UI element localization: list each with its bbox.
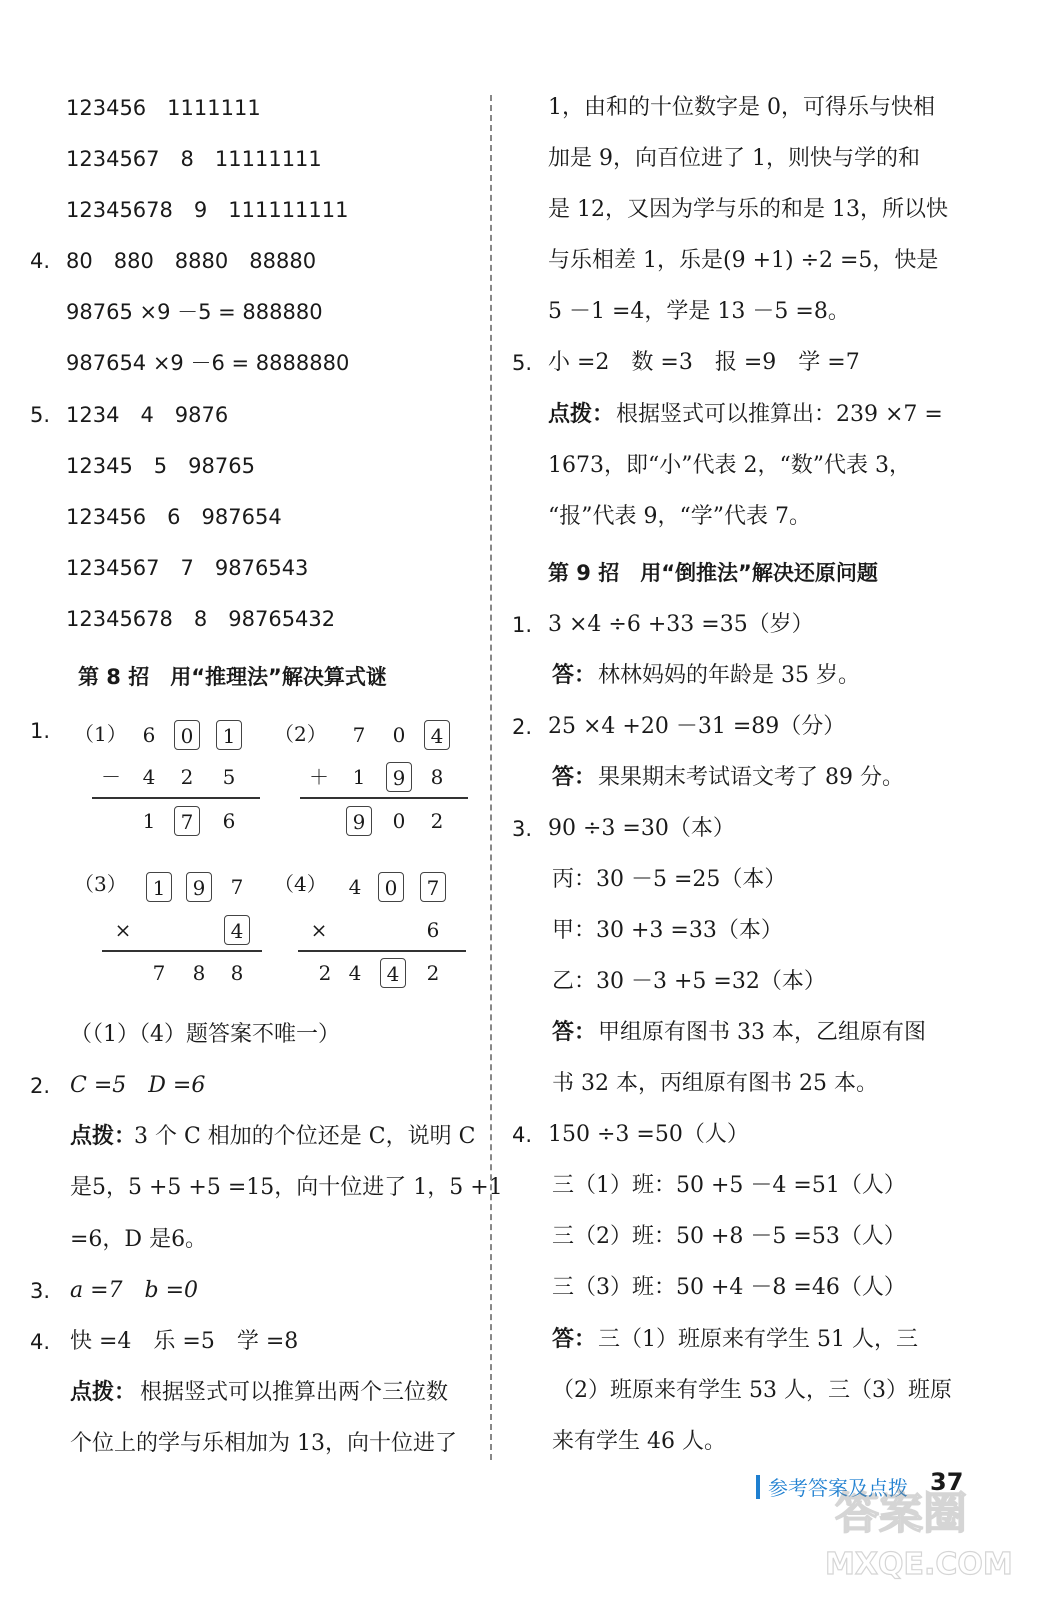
answer-line: 丙：30 －5 =25（本） <box>552 867 787 892</box>
answer-line: 3 ×4 ÷6 +33 =35（岁） <box>548 612 814 637</box>
answer-line: C =5 D =6 <box>70 1073 206 1098</box>
seq-line-3: 12345678 9 111111111 <box>66 198 349 222</box>
digit: 7 <box>352 723 366 747</box>
answer-box: 1 <box>216 720 242 750</box>
tip-text: 1，由和的十位数字是 0，可得乐与快相 <box>548 95 935 120</box>
seq-line-2: 1234567 8 11111111 <box>66 147 322 171</box>
answer-box: 4 <box>380 958 406 988</box>
answer-box: 9 <box>346 806 372 836</box>
sum-line <box>300 797 468 799</box>
answer-line: 12345 5 98765 <box>66 454 255 478</box>
answer-line: 123456 6 987654 <box>66 505 282 529</box>
answer-line: 150 ÷3 =50（人） <box>548 1122 749 1147</box>
digit: 7 <box>152 961 166 985</box>
digit: 2 <box>318 961 332 985</box>
digit: 8 <box>192 961 206 985</box>
answer-label: 答： <box>552 1020 597 1045</box>
answer-label: 答： <box>552 663 597 688</box>
tip-label: 点拨： <box>70 1124 137 1149</box>
note: （（1）（4）题答案不唯一） <box>70 1022 340 1047</box>
question-number: 4. <box>30 1330 51 1354</box>
digit: 7 <box>230 875 244 899</box>
answer-box: 4 <box>224 915 250 945</box>
answer-text: 三（1）班原来有学生 51 人，三 <box>598 1327 918 1352</box>
tip-text: 与乐相差 1，乐是(9 +1) ÷2 =5，快是 <box>548 248 939 273</box>
sum-line <box>92 797 260 799</box>
answer-box: 7 <box>174 806 200 836</box>
digit: 8 <box>430 765 444 789</box>
digit: 1 <box>142 809 156 833</box>
answer-line: 987654 ×9 －6 = 8888880 <box>66 351 350 375</box>
digit: 4 <box>348 875 362 899</box>
question-number: 4. <box>30 249 51 273</box>
digit: 2 <box>430 809 444 833</box>
tip-text: =6，D 是6。 <box>70 1227 208 1252</box>
tip-label: 点拨： <box>548 402 615 427</box>
answer-box: 7 <box>420 872 446 902</box>
operator: ＋ <box>309 765 329 789</box>
answer-box: 9 <box>386 762 412 792</box>
digit: 6 <box>222 809 236 833</box>
puzzle-label: （2） <box>274 722 327 746</box>
section-heading-8: 第 8 招 用“推理法”解决算式谜 <box>78 665 387 689</box>
answer-line: 三（2）班：50 +8 －5 =53（人） <box>552 1224 906 1249</box>
answer-text: 来有学生 46 人。 <box>552 1429 726 1454</box>
question-number: 3. <box>30 1279 51 1303</box>
product-line <box>298 950 466 952</box>
page-number: 37 <box>930 1468 964 1496</box>
answer-line: 三（1）班：50 +5 －4 =51（人） <box>552 1173 906 1198</box>
digit: 8 <box>230 961 244 985</box>
digit: 1 <box>352 765 366 789</box>
digit: 2 <box>180 765 194 789</box>
question-number: 5. <box>30 403 51 427</box>
footer-section-title: 参考答案及点拨 <box>768 1476 908 1500</box>
tip-text: 个位上的学与乐相加为 13，向十位进了 <box>70 1431 457 1456</box>
watermark-url: MXQE.COM <box>825 1547 1013 1582</box>
tip-text: 是5，5 +5 +5 =15，向十位进了 1，5 +1 <box>70 1175 503 1200</box>
puzzle-label: （1） <box>74 722 127 746</box>
tip-text: 是 12，又因为学与乐的和是 13，所以快 <box>548 197 948 222</box>
tip-text: 1673，即“小”代表 2，“数”代表 3， <box>548 453 911 478</box>
question-number: 5. <box>512 351 533 375</box>
answer-line: 12345678 8 98765432 <box>66 607 336 631</box>
answer-box: 1 <box>146 872 172 902</box>
answer-line: 98765 ×9 －5 = 888880 <box>66 300 323 324</box>
digit: 6 <box>142 723 156 747</box>
answer-text: 果果期末考试语文考了 89 分。 <box>598 765 904 790</box>
answer-box: 4 <box>424 720 450 750</box>
question-number: 2. <box>512 715 533 739</box>
footer-accent-bar <box>756 1475 760 1499</box>
question-number: 1. <box>512 613 533 637</box>
answer-line: 快 =4 乐 =5 学 =8 <box>70 1329 299 1354</box>
digit: 4 <box>142 765 156 789</box>
question-number: 3. <box>512 817 533 841</box>
digit: 4 <box>348 961 362 985</box>
question-number: 4. <box>512 1123 533 1147</box>
answer-line: a =7 b =0 <box>70 1278 199 1303</box>
tip-text: 根据竖式可以推算出：239 ×7 = <box>616 402 943 427</box>
answer-label: 答： <box>552 1327 597 1352</box>
answer-text: 书 32 本，丙组原有图书 25 本。 <box>552 1071 878 1096</box>
question-number: 1. <box>30 719 51 743</box>
tip-text: “报”代表 9，“学”代表 7。 <box>548 504 811 529</box>
puzzle-label: （3） <box>74 872 127 896</box>
answer-text: 林林妈妈的年龄是 35 岁。 <box>598 663 860 688</box>
watermark-text: 答案圈 <box>835 1488 967 1539</box>
column-divider <box>490 95 492 1460</box>
operator: × <box>310 918 328 942</box>
seq-line-1: 123456 1111111 <box>66 96 261 120</box>
answer-text: 甲组原有图书 33 本，乙组原有图 <box>598 1020 926 1045</box>
watermark-logo <box>815 1466 1025 1586</box>
digit: 5 <box>222 765 236 789</box>
answer-line: 小 =2 数 =3 报 =9 学 =7 <box>548 350 860 375</box>
tip-text: 加是 9，向百位进了 1，则快与学的和 <box>548 146 920 171</box>
tip-label: 点拨： <box>70 1380 137 1405</box>
digit: 0 <box>392 723 406 747</box>
operator: － <box>101 765 121 789</box>
tip-text: 根据竖式可以推算出两个三位数 <box>140 1380 449 1405</box>
answer-line: 90 ÷3 =30（本） <box>548 816 735 841</box>
digit: 6 <box>426 918 440 942</box>
answer-line: 甲：30 +3 =33（本） <box>552 918 783 943</box>
answer-label: 答： <box>552 765 597 790</box>
puzzle-label: （4） <box>274 872 327 896</box>
operator: × <box>114 918 132 942</box>
answer-box: 0 <box>378 872 404 902</box>
answer-box: 0 <box>174 720 200 750</box>
section-heading-9: 第 9 招 用“倒推法”解决还原问题 <box>548 561 878 585</box>
product-line <box>102 950 262 952</box>
answer-line: 25 ×4 +20 －31 =89（分） <box>548 714 846 739</box>
answer-line: 80 880 8880 88880 <box>66 249 317 273</box>
answer-line: 三（3）班：50 +4 －8 =46（人） <box>552 1275 906 1300</box>
tip-text: 5 －1 =4，学是 13 －5 =8。 <box>548 299 850 324</box>
answer-box: 9 <box>186 872 212 902</box>
question-number: 2. <box>30 1074 51 1098</box>
tip-text: 3 个 C 相加的个位还是 C，说明 C <box>134 1124 476 1149</box>
answer-line: 1234567 7 9876543 <box>66 556 309 580</box>
answer-text: （2）班原来有学生 53 人，三（3）班原 <box>552 1378 952 1403</box>
answer-line: 1234 4 9876 <box>66 403 229 427</box>
digit: 2 <box>426 961 440 985</box>
digit: 0 <box>392 809 406 833</box>
answer-line: 乙：30 －3 +5 =32（本） <box>552 969 826 994</box>
